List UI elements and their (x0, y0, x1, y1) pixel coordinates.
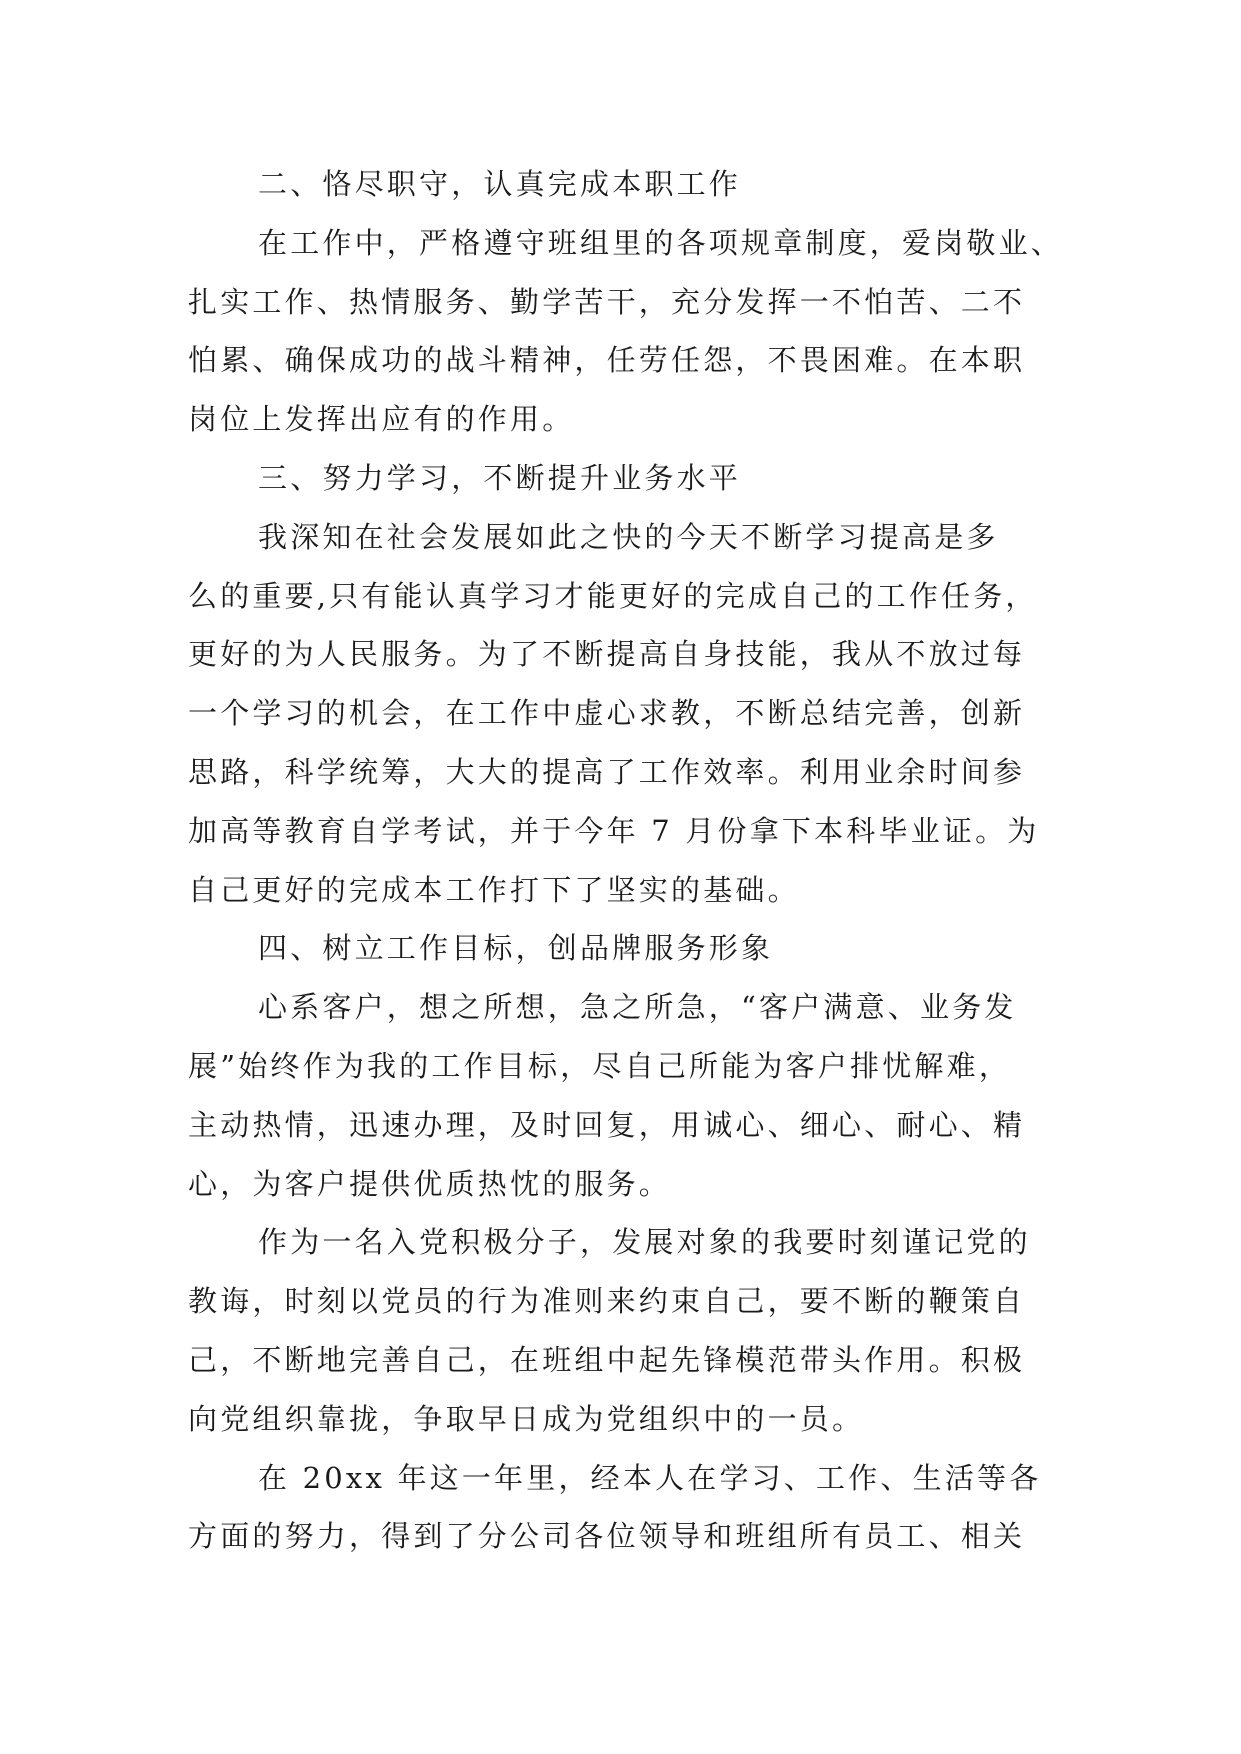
paragraph-line: 自己更好的完成本工作打下了坚实的基础。 (188, 872, 800, 907)
section-heading-2: 二、恪尽职守，认真完成本职工作 (258, 167, 742, 201)
paragraph-line: 心，为客户提供优质热忱的服务。 (188, 1166, 672, 1201)
document-body (188, 155, 1064, 1566)
paragraph-line: 扎实工作、热情服务、勤学苦干，充分发挥一不怕苦、二不 (188, 284, 1026, 319)
paragraph-line: 在 20xx 年这一年里，经本人在学习、工作、生活等各 (258, 1460, 1042, 1495)
paragraph-line: 作为一名入党积极分子，发展对象的我要时刻谨记党的 (258, 1225, 1031, 1260)
paragraph-line: 我深知在社会发展如此之快的今天不断学习提高是多 (258, 519, 999, 554)
paragraph-line: 一个学习的机会，在工作中虚心求教，不断总结完善，创新 (188, 696, 1026, 731)
paragraph-line: 方面的努力，得到了分公司各位领导和班组所有员工、相关 (188, 1519, 1026, 1554)
paragraph-line: 更好的为人民服务。为了不断提高自身技能，我从不放过每 (188, 637, 1026, 672)
paragraph-line: 么的重要,只有能认真学习才能更好的完成自己的工作任务， (188, 578, 1038, 613)
paragraph-line: 向党组织靠拢，争取早日成为党组织中的一员。 (188, 1401, 865, 1436)
paragraph-line: 己，不断地完善自己，在班组中起先锋模范带头作用。积极 (188, 1342, 1026, 1377)
paragraph-line: 加高等教育自学考试，并于今年 7 月份拿下本科毕业证。为 (188, 813, 1040, 848)
paragraph-line: 展”始终作为我的工作目标，尽自己所能为客户排忧解难， (188, 1048, 1012, 1083)
paragraph-line: 心系客户，想之所想，急之所急，“客户满意、业务发 (258, 990, 1017, 1025)
section-heading-4: 四、树立工作目标，创品牌服务形象 (258, 931, 774, 966)
paragraph-line: 主动热情，迅速办理，及时回复，用诚心、细心、耐心、精 (188, 1107, 1026, 1142)
paragraph-line: 怕累、确保成功的战斗精神，任劳任怨，不畏困难。在本职 (188, 343, 1026, 378)
section-heading-3: 三、努力学习，不断提升业务水平 (258, 460, 742, 495)
paragraph-line: 在工作中，严格遵守班组里的各项规章制度，爱岗敬业、 (258, 225, 1064, 260)
paragraph-line: 岗位上发挥出应有的作用。 (188, 402, 575, 437)
paragraph-line: 教诲，时刻以党员的行为准则来约束自己，要不断的鞭策自 (188, 1284, 1026, 1319)
paragraph-line: 思路，科学统筹，大大的提高了工作效率。利用业余时间参 (188, 754, 1026, 789)
